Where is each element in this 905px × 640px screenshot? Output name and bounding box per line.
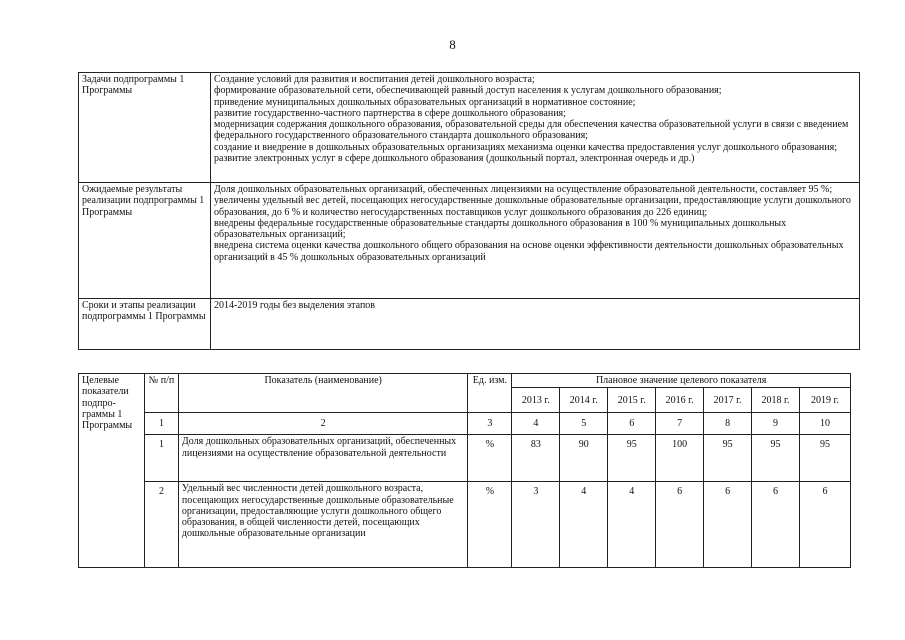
column-index: 8 xyxy=(704,413,752,435)
indicator-value: 6 xyxy=(799,482,850,568)
passport-content xyxy=(211,73,860,183)
col-header-name: Показатель (наименование) xyxy=(178,374,467,413)
passport-line: внедрены федеральные государственные образовательные стандарты дошкольного образования в 100 % муниципальных дошкольных образовательных организаций; xyxy=(214,217,787,241)
column-index: 7 xyxy=(656,413,704,435)
passport-label: Сроки и этапы реализации подпрограммы 1 Программы xyxy=(79,299,211,350)
indicator-value: 3 xyxy=(512,482,560,568)
indicator-value: 95 xyxy=(752,435,800,482)
column-index: 4 xyxy=(512,413,560,435)
column-index: 5 xyxy=(560,413,608,435)
passport-line: Создание условий для развития и воспитания детей дошкольного возраста; xyxy=(214,74,535,85)
target-indicators-table xyxy=(78,373,851,568)
passport-line: развитие государственно-частного партнерства в сфере дошкольного образования; xyxy=(214,107,566,119)
indicator-name: Доля дошкольных образовательных организаций, обеспеченных лицензиями на осуществление образовательной деятельности xyxy=(178,435,467,482)
col-header-no: № п/п xyxy=(144,374,178,413)
year-header: 2015 г. xyxy=(608,388,656,413)
indicator-value: 6 xyxy=(752,482,800,568)
year-header: 2014 г. xyxy=(560,388,608,413)
column-index: 6 xyxy=(608,413,656,435)
header-row xyxy=(79,374,851,388)
passport-content xyxy=(211,299,860,350)
passport-label: Задачи подпрограммы 1 Программы xyxy=(79,73,211,183)
table-row xyxy=(79,435,851,482)
passport-label: Ожидаемые результаты реализации подпрограммы 1 Программы xyxy=(79,183,211,299)
column-index-row xyxy=(79,413,851,435)
year-header: 2018 г. xyxy=(752,388,800,413)
indicators-section-label: Целевые показатели подпро-граммы 1 Программы xyxy=(79,374,145,568)
indicator-value: 4 xyxy=(608,482,656,568)
col-header-unit: Ед. изм. xyxy=(468,374,512,413)
passport-line: модернизация содержания дошкольного образования, образовательной среды для обеспечения качества образовательной услуги в связи с введением федерального государственного образовательного стандарта дошкольного образования; xyxy=(214,119,849,142)
passport-line: приведение муниципальных дошкольных образовательных организаций в нормативное состояние; xyxy=(214,96,636,108)
passport-line: 2014-2019 годы без выделения этапов xyxy=(214,300,376,311)
column-index: 2 xyxy=(178,413,467,435)
indicator-value: 6 xyxy=(704,482,752,568)
page-number: 8 xyxy=(449,37,456,52)
passport-line: увеличены удельный вес детей, посещающих негосударственные дошкольные образовательные организации, предоставляющие услуги дошкольного образования, до 6 % и количество негосударственных поставщиков услуг дошкольного образования до 226 единиц; xyxy=(214,195,851,218)
passport-line: формирование образовательной сети, обеспечивающей равный доступ населения к услугам дошкольного образования; xyxy=(214,85,722,97)
passport-line: создание и внедрение в дошкольных образовательных организациях механизма оценки качества предоставления услуг дошкольного образования; xyxy=(214,141,837,153)
subprogram-passport-table xyxy=(78,72,860,350)
indicator-name: Удельный вес численности детей дошкольного возраста, посещающих негосударственные дошкольные образовательные организации, предоставляющие услуги дошкольного общего образования, в общей численности детей, посещающих дошкольные образовательные организации xyxy=(178,482,467,568)
indicator-value: 90 xyxy=(560,435,608,482)
year-header: 2019 г. xyxy=(799,388,850,413)
row-number: 2 xyxy=(144,482,178,568)
passport-row-terms xyxy=(79,299,860,350)
column-index: 3 xyxy=(468,413,512,435)
row-number: 1 xyxy=(144,435,178,482)
column-index: 9 xyxy=(752,413,800,435)
col-header-plan: Плановое значение целевого показателя xyxy=(512,374,851,388)
indicator-value: 6 xyxy=(656,482,704,568)
passport-row-results xyxy=(79,183,860,299)
passport-line: развитие электронных услуг в сфере дошкольного образования (дошкольный портал, электронная очередь и др.) xyxy=(214,153,695,165)
passport-content xyxy=(211,183,860,299)
passport-line: внедрена система оценки качества дошкольного общего образования на основе оценки эффективности деятельности дошкольных образовательных организаций в 45 % дошкольных образовательных организаций xyxy=(214,240,844,263)
indicator-value: 100 xyxy=(656,435,704,482)
table-row xyxy=(79,482,851,568)
year-header: 2013 г. xyxy=(512,388,560,413)
column-index: 10 xyxy=(799,413,850,435)
passport-row-tasks xyxy=(79,73,860,183)
passport-line: Доля дошкольных образовательных организаций, обеспеченных лицензиями на осуществление образовательной деятельности, составляет 95 %; xyxy=(214,184,833,195)
indicator-value: 4 xyxy=(560,482,608,568)
indicator-value: 83 xyxy=(512,435,560,482)
indicator-value: 95 xyxy=(608,435,656,482)
indicator-unit: % xyxy=(468,482,512,568)
year-header: 2016 г. xyxy=(656,388,704,413)
indicator-unit: % xyxy=(468,435,512,482)
year-header: 2017 г. xyxy=(704,388,752,413)
indicator-value: 95 xyxy=(704,435,752,482)
indicator-value: 95 xyxy=(799,435,850,482)
column-index: 1 xyxy=(144,413,178,435)
